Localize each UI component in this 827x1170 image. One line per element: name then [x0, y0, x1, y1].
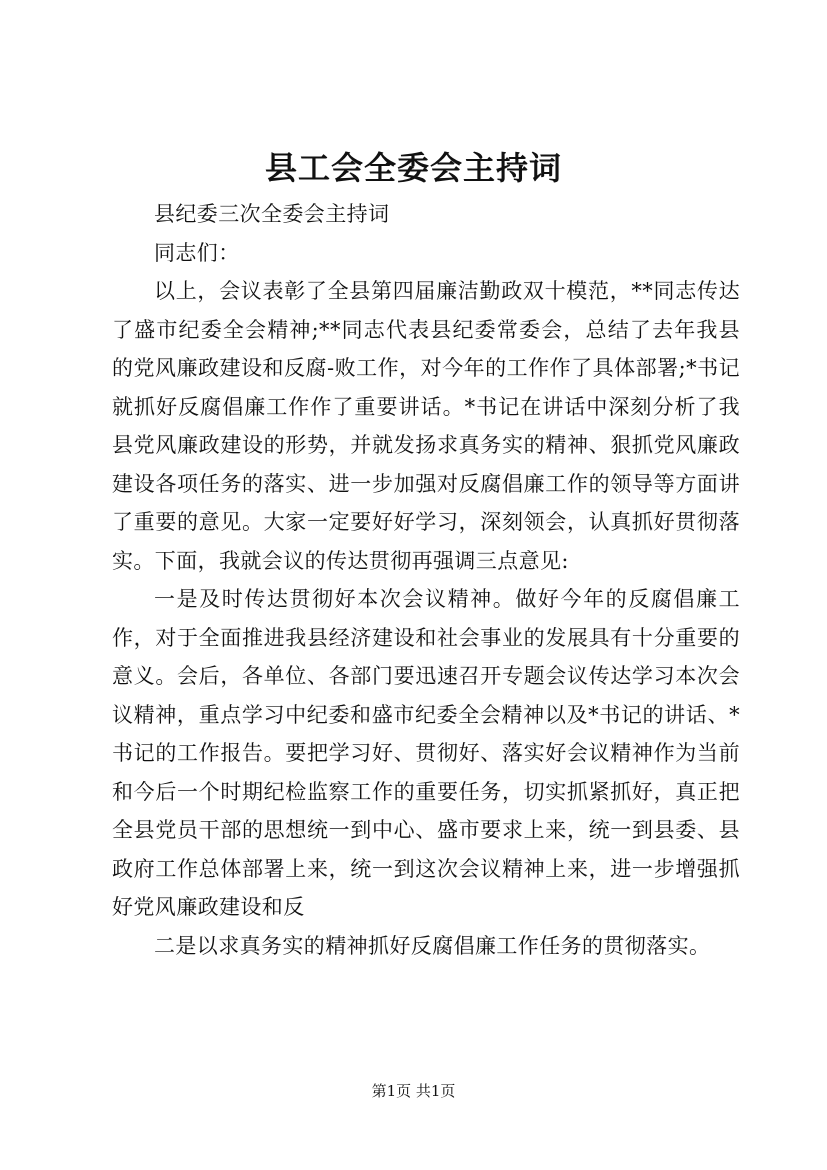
salutation-line: 同志们： [154, 240, 240, 265]
subtitle-line: 县纪委三次全委会主持词 [154, 202, 390, 226]
paragraph-2: 一是及时传达贯彻好本次会议精神。做好今年的反腐倡廉工作，对于全面推进我县经济建设和社会事业的发展具有十分重要的意义。会后，各单位、各部门要迅速召开专题会议传达学习本次会议精神，重点学习中纪委和盛市纪委全会精神以及*书记的讲话、*书记的工作报告。要把学习好、贯彻好、落实好会议精神作为当前和今后一个时期纪检监察工作的重要任务，切实抓紧抓好，真正把全县党员干部的思想统一到中心、盛市要求上来，统一到县委、县政府工作总体部署上来，统一到这次会议精神上来，进一步增强抓好党风廉政建设和反 [112, 587, 740, 919]
document-body [112, 195, 740, 965]
page-footer: 第1页 共1页 [371, 1082, 456, 1100]
paragraph-3: 二是以求真务实的精神抓好反腐倡廉工作任务的贯彻落实。 [154, 933, 711, 958]
paragraph-1: 以上，会议表彰了全县第四届廉洁勤政双十模范，**同志传达了盛市纪委全会精神;**同志代表县纪委常委会，总结了去年我县的党风廉政建设和反腐-败工作，对今年的工作作了具体部署;*书记就抓好反腐倡廉工作作了重要讲话。*书记在讲话中深刻分析了我县党风廉政建设的形势，并就发扬求真务实的精神、狠抓党风廉政建设各项任务的落实、进一步加强对反腐倡廉工作的领导等方面讲了重要的意见。大家一定要好好学习，深刻领会，认真抓好贯彻落实。下面，我就会议的传达贯彻再强调三点意见: [112, 279, 740, 573]
document-title: 县工会全委会主持词 [264, 149, 562, 187]
